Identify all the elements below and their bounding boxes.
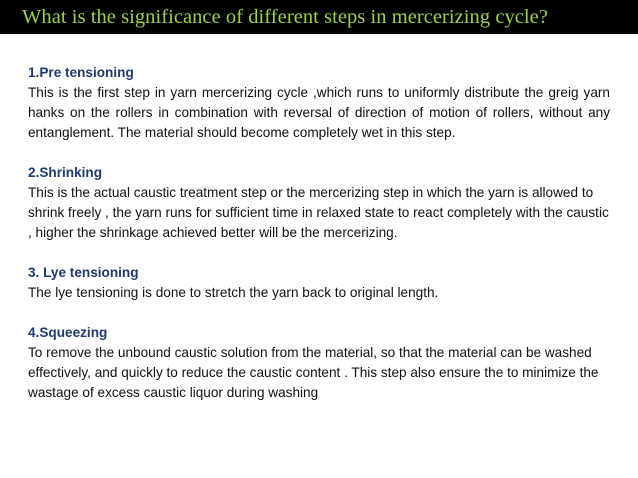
section-text: To remove the unbound caustic solution from the material, so that the material can be washed effectively, and quickly to reduce the caustic content . This step also ensure the to minimize the wastage of excess caustic liquor during washing <box>28 345 599 400</box>
section-lye-tensioning <box>28 263 610 303</box>
section-squeezing <box>28 323 610 403</box>
section-heading: 1.Pre tensioning <box>28 65 134 80</box>
section-text: This is the first step in yarn mercerizing cycle ,which runs to uniformly distribute the greig yarn hanks on the rollers in combination with reversal of direction of motion of rollers, without any entanglement. The material should become completely wet in this step. <box>28 85 610 140</box>
section-text: The lye tensioning is done to stretch the yarn back to original length. <box>28 285 439 300</box>
slide-title: What is the significance of different steps in mercerizing cycle? <box>22 5 548 28</box>
section-heading: 4.Squeezing <box>28 325 108 340</box>
title-bar <box>0 0 638 34</box>
section-text: This is the actual caustic treatment step or the mercerizing step in which the yarn is allowed to shrink freely , the yarn runs for sufficient time in relaxed state to react completely with the caustic , higher the shrinkage achieved better will be the mercerizing. <box>28 185 609 240</box>
section-pre-tensioning <box>28 63 610 143</box>
section-heading: 3. Lye tensioning <box>28 265 139 280</box>
section-heading: 2.Shrinking <box>28 165 103 180</box>
section-shrinking <box>28 163 610 243</box>
slide-content <box>28 63 610 423</box>
